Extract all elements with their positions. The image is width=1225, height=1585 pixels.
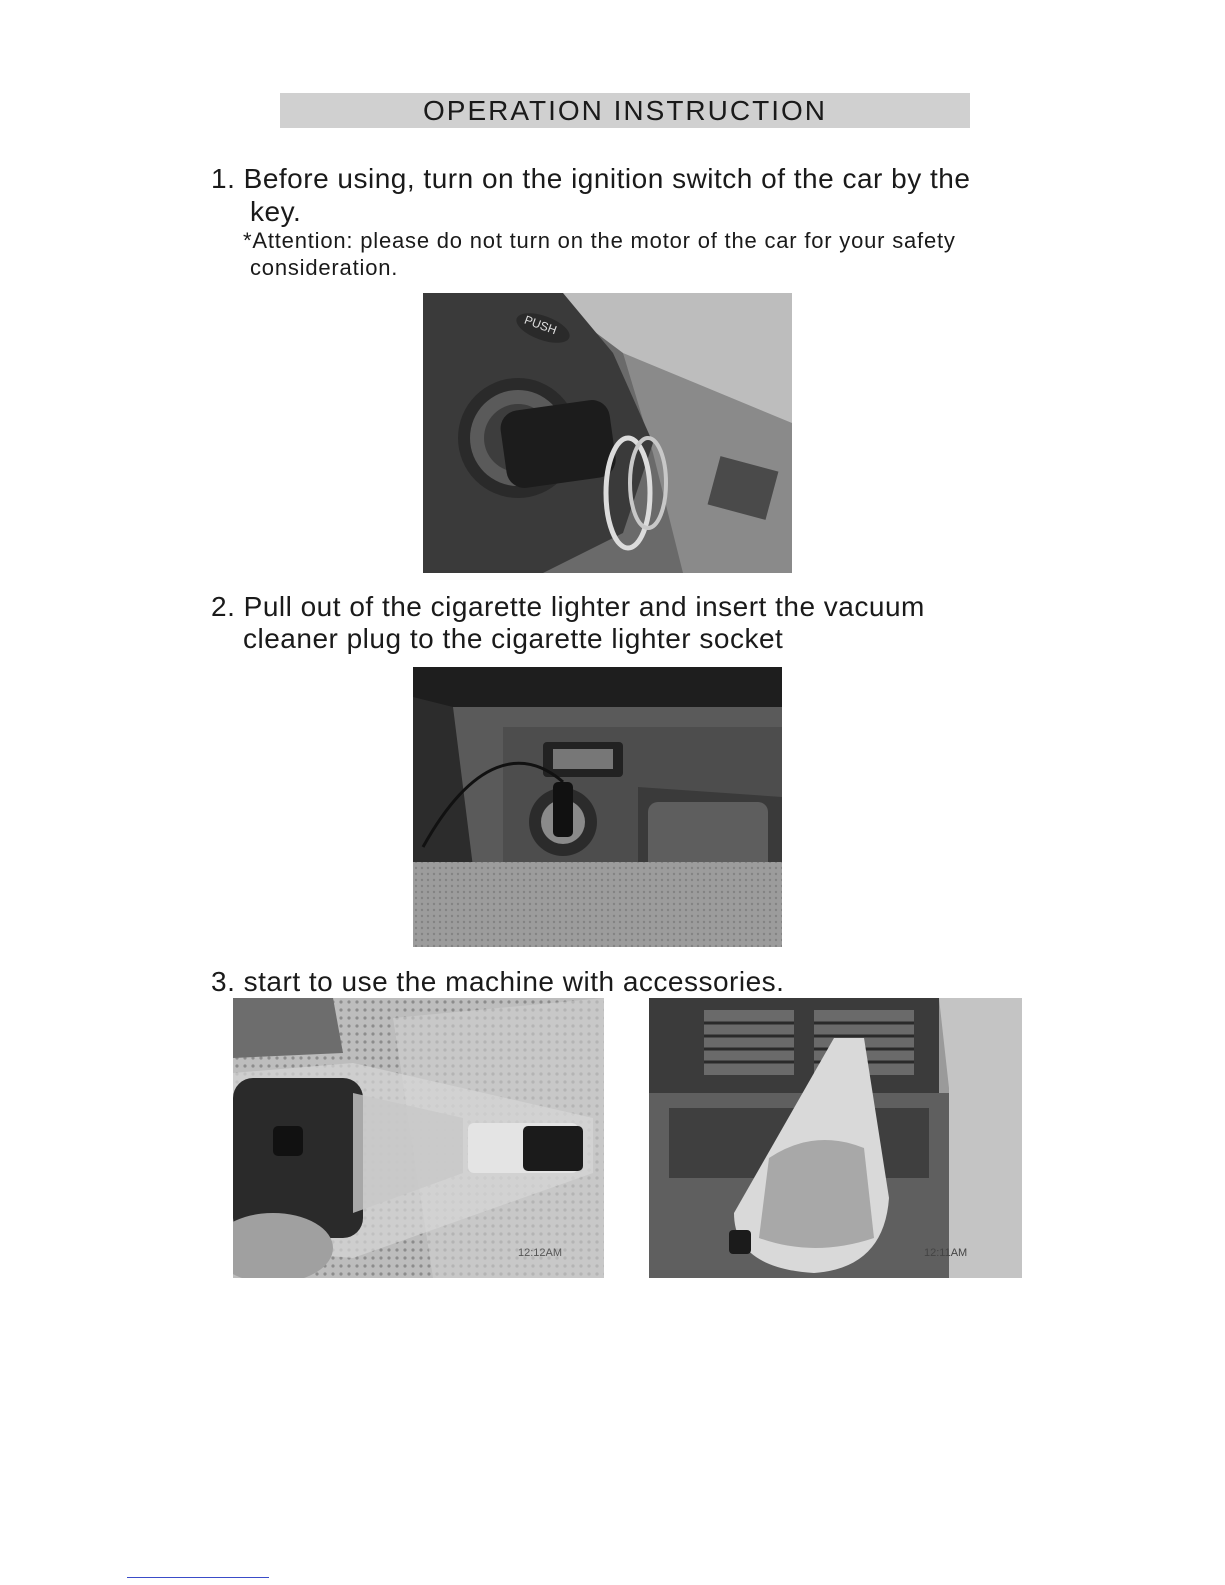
step-1-text-line2: key. — [250, 196, 302, 227]
step-2-text-line1: Pull out of the cigarette lighter and insert the vacuum — [243, 591, 925, 622]
step-2-number: 2. — [211, 591, 236, 622]
timestamp-right: 12:11AM — [924, 1247, 968, 1259]
footer-rule — [127, 1577, 269, 1578]
vacuum-in-use-photo-left — [233, 998, 604, 1278]
vacuum-in-use-photo-right — [649, 998, 1022, 1278]
timestamp-left: 12:12AM — [518, 1247, 563, 1259]
step-2-text-line2: cleaner plug to the cigarette lighter socket — [243, 623, 784, 654]
step-3-text-line1: start to use the machine with accessories. — [243, 966, 785, 997]
step-1-number: 1. — [211, 163, 236, 194]
step-1-text-line1: Before using, turn on the ignition switch of the car by the — [243, 163, 971, 194]
step-2 — [211, 590, 925, 623]
ignition-key-photo — [423, 293, 792, 573]
step-3-number: 3. — [211, 966, 236, 997]
step-3 — [211, 965, 784, 998]
push-badge-text: PUSH — [522, 312, 559, 338]
attention-note-line1: *Attention: please do not turn on the motor of the car for your safety — [243, 228, 956, 253]
cigarette-lighter-photo — [413, 667, 782, 947]
page-title: OPERATION INSTRUCTION — [280, 93, 970, 128]
attention-note-line2: consideration. — [250, 255, 399, 280]
step-1 — [211, 162, 970, 195]
